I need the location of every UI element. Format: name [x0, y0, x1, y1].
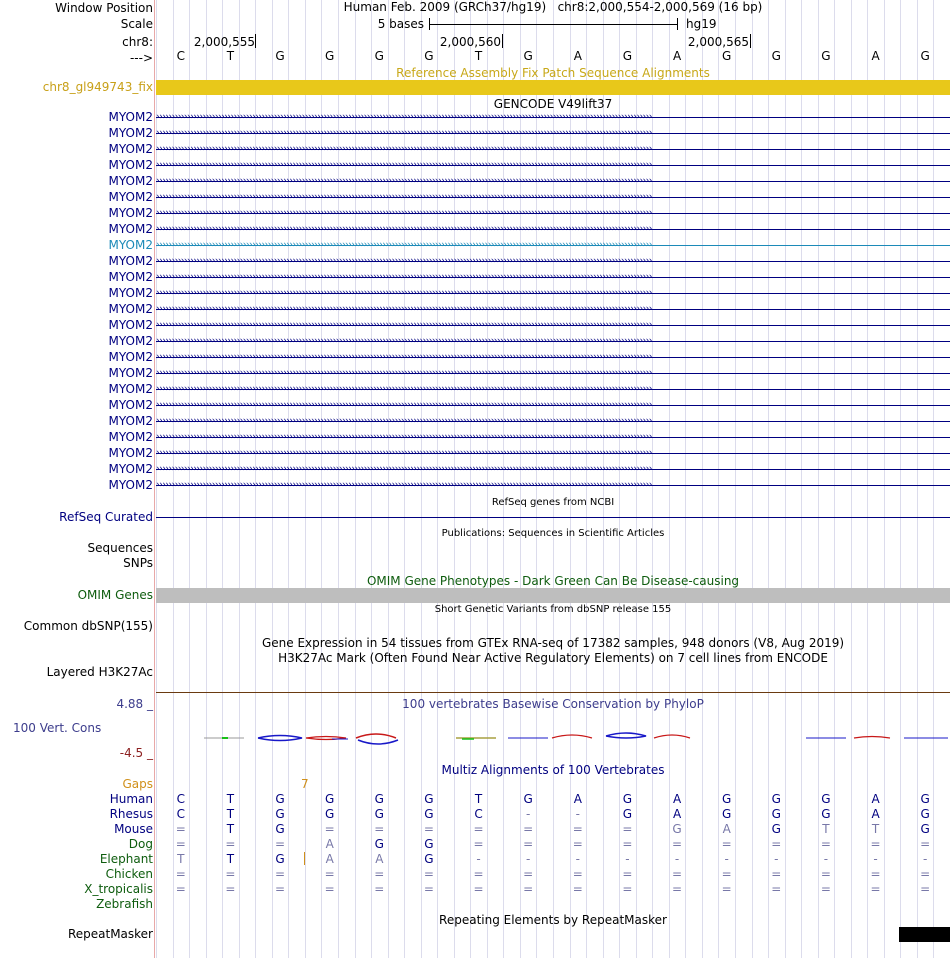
- aligned-base: =: [423, 822, 434, 836]
- aligned-base: T: [822, 822, 830, 836]
- scale-text: 5 bases: [377, 17, 424, 31]
- dbsnp-track-title[interactable]: Short Genetic Variants from dbSNP release 155: [434, 604, 672, 615]
- aligned-base: -: [674, 852, 680, 866]
- aligned-base: =: [175, 882, 186, 896]
- gencode-transcript-label[interactable]: MYOM2: [108, 382, 153, 396]
- reference-base[interactable]: A: [871, 49, 880, 63]
- repeatmasker-track-label[interactable]: RepeatMasker: [67, 927, 153, 941]
- gencode-transcript-label[interactable]: MYOM2: [108, 286, 153, 300]
- aligned-base: G: [424, 807, 434, 821]
- strand-arrows: ››››››››››››››››››››››››››››››››››››››››››››››››››››››››››››››››››››››››››››››››››››››››››››››››››››››››››››››››››››››››››››››››››››››››››››››››››››››››››››››››: [156, 289, 652, 298]
- aligned-base: =: [225, 882, 236, 896]
- aligned-base: =: [473, 822, 484, 836]
- aligned-base: G: [374, 807, 384, 821]
- aligned-base: =: [572, 837, 583, 851]
- aligned-base: T: [177, 852, 185, 866]
- insertion-marker[interactable]: [304, 852, 305, 865]
- refseq-track-label[interactable]: RefSeq Curated: [59, 510, 153, 524]
- aligned-base: T: [871, 822, 880, 836]
- aligned-base: =: [523, 882, 534, 896]
- aligned-base: =: [473, 867, 484, 881]
- aligned-base: =: [324, 882, 335, 896]
- species-label[interactable]: Zebrafish: [96, 897, 153, 911]
- grid-line: [785, 0, 786, 958]
- reference-base[interactable]: A: [573, 49, 582, 63]
- assembly-name: hg19: [686, 17, 717, 31]
- strand-arrows: ››››››››››››››››››››››››››››››››››››››››››››››››››››››››››››››››››››››››››››››››››››››››››››››››››››››››››››››››››››››››››››››››››››››››››››››››››››››››››››››››: [156, 337, 652, 346]
- grid-line: [536, 0, 537, 958]
- aligned-base: A: [871, 792, 880, 806]
- aligned-base: G: [821, 807, 831, 821]
- gencode-transcript-label[interactable]: MYOM2: [108, 302, 153, 316]
- aligned-base: =: [225, 837, 236, 851]
- aligned-base: -: [625, 852, 630, 866]
- aligned-base: =: [622, 867, 633, 881]
- gencode-transcript-label[interactable]: MYOM2: [108, 398, 153, 412]
- gencode-transcript-label[interactable]: MYOM2: [108, 206, 153, 220]
- aligned-base: =: [523, 837, 534, 851]
- refseq-track-title[interactable]: RefSeq genes from NCBI: [491, 497, 615, 508]
- aligned-base: =: [275, 882, 286, 896]
- strand-arrows: ››››››››››››››››››››››››››››››››››››››››››››››››››››››››››››››››››››››››››››››››››››››››››››››››››››››››››››››››››››››››››››››››››››››››››››››››››››››››››››››››: [156, 353, 652, 362]
- aligned-base: =: [275, 837, 286, 851]
- ruler-tick: [750, 34, 751, 48]
- grid-line: [404, 0, 405, 958]
- aligned-base: =: [572, 882, 583, 896]
- aligned-base: G: [424, 837, 434, 851]
- strand-arrows: ››››››››››››››››››››››››››››››››››››››››››››››››››››››››››››››››››››››››››››››››››››››››››››››››››››››››››››››››››››››››››››››››››››››››››››››››››››››››››››››››: [156, 145, 652, 154]
- aligned-base: =: [870, 867, 881, 881]
- grid-line: [884, 0, 885, 958]
- reference-base[interactable]: G: [920, 49, 930, 63]
- strand-arrows: ››››››››››››››››››››››››››››››››››››››››››››››››››››››››››››››››››››››››››››››››››››››››››››››››››››››››››››››››››››››››››››››››››››››››››››››››››››››››››››››››: [156, 129, 652, 138]
- grid-line: [239, 0, 240, 958]
- species-label[interactable]: Rhesus: [109, 807, 153, 821]
- phylop-mark: [854, 737, 890, 739]
- strand-arrows: ››››››››››››››››››››››››››››››››››››››››››››››››››››››››››››››››››››››››››››››››››››››››››››››››››››››››››››››››››››››››››››››››››››››››››››››››››››››››››››››››: [156, 113, 652, 122]
- ruler-tick-label: 2,000,565: [687, 35, 749, 49]
- aligned-base: T: [226, 822, 235, 836]
- aligned-base: =: [175, 822, 186, 836]
- multiz-track-title[interactable]: Multiz Alignments of 100 Vertebrates: [441, 763, 665, 777]
- aligned-base: =: [721, 867, 732, 881]
- aligned-base: A: [325, 837, 334, 851]
- aligned-base: -: [774, 852, 779, 866]
- aligned-base: =: [622, 837, 633, 851]
- strand-arrows: ››››››››››››››››››››››››››››››››››››››››››››››››››››››››››››››››››››››››››››››››››››››››››››››››››››››››››››››››››››››››››››››››››››››››››››››››››››››››››››››››: [156, 385, 652, 394]
- publications-track-title[interactable]: Publications: Sequences in Scientific Articles: [441, 528, 665, 539]
- aligned-base: =: [324, 822, 335, 836]
- aligned-base: =: [324, 867, 335, 881]
- strand-arrows: ››››››››››››››››››››››››››››››››››››››››››››››››››››››››››››››››››››››››››››››››››››››››››››››››››››››››››››››››››››››››››››››››››››››››››››››››››››››››››››››››: [156, 321, 652, 330]
- aligned-base: =: [771, 882, 782, 896]
- grid-line: [636, 0, 637, 958]
- strand-arrows: ››››››››››››››››››››››››››››››››››››››››››››››››››››››››››››››››››››››››››››››››››››››››››››››››››››››››››››››››››››››››››››››››››››››››››››››››››››››››››››››››: [156, 465, 652, 474]
- ruler-tick-label: 2,000,560: [439, 35, 501, 49]
- species-label[interactable]: Mouse: [114, 822, 153, 836]
- phylop-mark: [654, 735, 690, 738]
- aligned-base: -: [476, 852, 481, 866]
- aligned-base: =: [920, 867, 931, 881]
- aligned-base: G: [920, 807, 930, 821]
- phylop-max-label: 4.88 _: [116, 697, 153, 711]
- reference-base[interactable]: G: [771, 49, 781, 63]
- aligned-base: -: [873, 852, 878, 866]
- aligned-base: G: [821, 792, 831, 806]
- gencode-transcript-label[interactable]: MYOM2: [108, 110, 153, 124]
- aligned-base: G: [722, 807, 732, 821]
- window-position-label: Window Position: [55, 1, 153, 15]
- strand-arrows: ››››››››››››››››››››››››››››››››››››››››››››››››››››››››››››››››››››››››››››››››››››››››››››››››››››››››››››››››››››››››››››››››››››››››››››››››››››››››››››››››: [156, 401, 652, 410]
- gencode-track-title[interactable]: GENCODE V49lift37: [493, 97, 613, 111]
- strand-arrows: ››››››››››››››››››››››››››››››››››››››››››››››››››››››››››››››››››››››››››››››››››››››››››››››››››››››››››››››››››››››››››››››››››››››››››››››››››››››››››››››››: [156, 305, 652, 314]
- aligned-base: =: [672, 867, 683, 881]
- aligned-base: =: [374, 867, 385, 881]
- reference-base[interactable]: G: [325, 49, 335, 63]
- aligned-base: =: [572, 822, 583, 836]
- aligned-base: =: [721, 882, 732, 896]
- grid-line: [255, 0, 256, 958]
- aligned-base: =: [820, 882, 831, 896]
- ruler-tick: [502, 34, 503, 48]
- reference-base[interactable]: G: [374, 49, 384, 63]
- grid-line: [834, 0, 835, 958]
- species-label[interactable]: Chicken: [105, 867, 153, 881]
- species-label[interactable]: Dog: [128, 837, 153, 851]
- gencode-transcript-label[interactable]: MYOM2: [108, 158, 153, 172]
- gencode-transcript-label[interactable]: MYOM2: [108, 142, 153, 156]
- h3k27ac-baseline: [156, 692, 950, 693]
- strand-arrows: ››››››››››››››››››››››››››››››››››››››››››››››››››››››››››››››››››››››››››››››››››››››››››››››››››››››››››››››››››››››››››››››››››››››››››››››››››››››››››››››››: [156, 193, 652, 202]
- grid-line: [288, 0, 289, 958]
- strand-arrows: ››››››››››››››››››››››››››››››››››››››››››››››››››››››››››››››››››››››››››››››››››››››››››››››››››››››››››››››››››››››››››››››››››››››››››››››››››››››››››››››››: [156, 225, 652, 234]
- gencode-transcript-label[interactable]: MYOM2: [108, 478, 153, 492]
- gencode-transcript-label[interactable]: MYOM2: [108, 126, 153, 140]
- aligned-base: =: [523, 822, 534, 836]
- reference-base[interactable]: G: [523, 49, 533, 63]
- gencode-transcript-label[interactable]: MYOM2: [108, 446, 153, 460]
- aligned-base: =: [523, 867, 534, 881]
- aligned-base: G: [275, 792, 285, 806]
- phylop-graph[interactable]: [156, 726, 950, 748]
- grid-line: [735, 0, 736, 958]
- aligned-base: C: [176, 792, 185, 806]
- aligned-base: =: [225, 867, 236, 881]
- aligned-base: G: [722, 792, 732, 806]
- grid-line: [437, 0, 438, 958]
- aligned-base: =: [622, 882, 633, 896]
- aligned-base: G: [424, 852, 434, 866]
- aligned-base: A: [325, 852, 334, 866]
- phylop-mark: [258, 736, 302, 741]
- grid-line: [685, 0, 686, 958]
- grid-line: [900, 0, 901, 958]
- grid-line: [603, 0, 604, 958]
- aligned-base: =: [374, 822, 385, 836]
- grid-line: [851, 0, 852, 958]
- aligned-base: T: [226, 792, 235, 806]
- reference-base[interactable]: T: [226, 49, 235, 63]
- aligned-base: A: [375, 852, 384, 866]
- aligned-base: C: [176, 807, 185, 821]
- reference-base[interactable]: G: [722, 49, 732, 63]
- omim-track-title[interactable]: OMIM Gene Phenotypes - Dark Green Can Be Disease-causing: [366, 574, 740, 588]
- aligned-base: A: [722, 822, 731, 836]
- aligned-base: G: [622, 807, 633, 821]
- phylop-track-label[interactable]: 100 Vert. Cons: [13, 721, 102, 735]
- gap-count-marker[interactable]: 7: [301, 777, 309, 791]
- strand-arrows: ››››››››››››››››››››››››››››››››››››››››››››››››››››››››››››››››››››››››››››››››››››››››››››››››››››››››››››››››››››››››››››››››››››››››››››››››››››››››››››››››: [156, 241, 652, 250]
- aligned-base: =: [175, 867, 186, 881]
- aligned-base: =: [870, 837, 881, 851]
- aligned-base: -: [526, 807, 531, 821]
- strand-arrows: ››››››››››››››››››››››››››››››››››››››››››››››››››››››››››››››››››››››››››››››››››››››››››››››››››››››››››››››››››››››››››››››››››››››››››››››››››››››››››››››››: [156, 433, 652, 442]
- aligned-base: =: [473, 837, 484, 851]
- grid-line: [752, 0, 753, 958]
- aligned-base: C: [474, 807, 483, 821]
- grid-line: [355, 0, 356, 958]
- strand-arrows: ››››››››››››››››››››››››››››››››››››››››››››››››››››››››››››››››››››››››››››››››››››››››››››››››››››››››››››››››››››››››››››››››››››››››››››››››››››››››››››››››: [156, 177, 652, 186]
- aligned-base: -: [575, 807, 580, 821]
- repeat-element[interactable]: [899, 927, 950, 942]
- reference-base[interactable]: A: [672, 49, 682, 63]
- gencode-transcript-label[interactable]: MYOM2: [108, 430, 153, 444]
- aligned-base: G: [275, 852, 285, 866]
- aligned-base: A: [871, 807, 880, 821]
- repeatmasker-track-title[interactable]: Repeating Elements by RepeatMasker: [439, 913, 667, 927]
- phylop-track-title[interactable]: 100 vertebrates Basewise Conservation by PhyloP: [402, 697, 704, 711]
- fix-patch-alignment[interactable]: [156, 80, 950, 95]
- grid-line: [933, 0, 934, 958]
- grid-line: [454, 0, 455, 958]
- aligned-base: =: [920, 882, 931, 896]
- aligned-base: =: [572, 867, 583, 881]
- aligned-base: A: [573, 792, 582, 806]
- omim-track-label[interactable]: OMIM Genes: [77, 588, 153, 602]
- reference-base[interactable]: G: [275, 49, 285, 63]
- aligned-base: =: [721, 837, 732, 851]
- aligned-base: -: [823, 852, 829, 866]
- aligned-base: G: [622, 792, 633, 806]
- aligned-base: =: [423, 867, 434, 881]
- grid-line: [702, 0, 703, 958]
- aligned-base: =: [672, 837, 683, 851]
- aligned-base: T: [226, 852, 235, 866]
- aligned-base: =: [920, 837, 931, 851]
- reference-base[interactable]: G: [821, 49, 831, 63]
- aligned-base: -: [923, 852, 928, 866]
- aligned-base: -: [575, 852, 580, 866]
- dbsnp-track-label[interactable]: Common dbSNP(155): [23, 619, 153, 633]
- scale-label: Scale: [120, 17, 153, 31]
- strand-arrows: ››››››››››››››››››››››››››››››››››››››››››››››››››››››››››››››››››››››››››››››››››››››››››››››››››››››››››››››››››››››››››››››››››››››››››››››››››››››››››››››››: [156, 161, 652, 170]
- gaps-label[interactable]: Gaps: [122, 777, 153, 791]
- omim-gene-bar[interactable]: [156, 588, 950, 603]
- strand-arrows: ››››››››››››››››››››››››››››››››››››››››››››››››››››››››››››››››››››››››››››››››››››››››››››››››››››››››››››››››››››››››››››››››››››››››››››››››››››››››››››››››: [156, 481, 652, 490]
- gencode-transcript-label[interactable]: MYOM2: [108, 462, 153, 476]
- grid-line: [503, 0, 504, 958]
- aligned-base: =: [423, 882, 434, 896]
- phylop-mark: [356, 734, 396, 738]
- grid-line: [388, 0, 389, 958]
- grid-line: [189, 0, 190, 958]
- aligned-base: =: [672, 882, 683, 896]
- phylop-min-label: -4.5 _: [119, 746, 153, 760]
- scale-bar-right-tick: [677, 18, 678, 30]
- aligned-base: T: [474, 792, 483, 806]
- aligned-base: T: [226, 807, 235, 821]
- aligned-base: =: [820, 837, 831, 851]
- grid-line: [652, 0, 653, 958]
- gencode-transcript-label[interactable]: MYOM2: [108, 270, 153, 284]
- grid-line: [338, 0, 339, 958]
- aligned-base: =: [175, 837, 186, 851]
- aligned-base: -: [724, 852, 729, 866]
- label-separator: [154, 0, 155, 958]
- gencode-transcript-label[interactable]: MYOM2: [108, 222, 153, 236]
- strand-arrows: ››››››››››››››››››››››››››››››››››››››››››››››››››››››››››››››››››››››››››››››››››››››››››››››››››››››››››››››››››››››››››››››››››››››››››››››››››››››››››››››››: [156, 273, 652, 282]
- species-label[interactable]: X_tropicalis: [84, 882, 153, 896]
- aligned-base: =: [374, 882, 385, 896]
- aligned-base: G: [325, 792, 335, 806]
- aligned-base: G: [325, 807, 335, 821]
- window-position-title[interactable]: Human Feb. 2009 (GRCh37/hg19) chr8:2,000,554-2,000,569 (16 bp): [343, 0, 763, 14]
- publications-sequences-label[interactable]: Sequences: [87, 541, 153, 555]
- chrom-label: chr8:: [122, 35, 153, 49]
- aligned-base: -: [526, 852, 531, 866]
- fix-patch-track-label[interactable]: chr8_gl949743_fix: [42, 80, 153, 94]
- fix-patch-track-title[interactable]: Reference Assembly Fix Patch Sequence Alignments: [396, 66, 710, 80]
- aligned-base: G: [374, 792, 384, 806]
- aligned-base: G: [374, 837, 384, 851]
- strand-label: --->: [129, 51, 153, 65]
- strand-arrows: ››››››››››››››››››››››››››››››››››››››››››››››››››››››››››››››››››››››››››››››››››››››››››››››››››››››››››››››››››››››››››››››››››››››››››››››››››››››››››››››››: [156, 449, 652, 458]
- grid-line: [305, 0, 306, 958]
- aligned-base: G: [424, 792, 434, 806]
- gencode-transcript-label[interactable]: MYOM2: [108, 414, 153, 428]
- grid-line: [487, 0, 488, 958]
- ruler-tick: [255, 34, 256, 48]
- aligned-base: A: [672, 792, 682, 806]
- gtex-track-title[interactable]: Gene Expression in 54 tissues from GTEx RNA-seq of 17382 samples, 948 donors (V8, Aug 2019): [261, 636, 845, 650]
- species-label[interactable]: Human: [109, 792, 153, 806]
- grid-line: [156, 0, 157, 958]
- grid-line: [206, 0, 207, 958]
- h3k27ac-track-label[interactable]: Layered H3K27Ac: [46, 665, 153, 679]
- phylop-mark: [358, 740, 398, 744]
- reference-base[interactable]: C: [176, 49, 185, 63]
- gencode-transcript-label[interactable]: MYOM2: [108, 238, 153, 252]
- ruler-tick-label: 2,000,555: [193, 35, 255, 49]
- gencode-transcript-label[interactable]: MYOM2: [108, 318, 153, 332]
- aligned-base: =: [622, 822, 633, 836]
- publications-snps-label[interactable]: SNPs: [123, 556, 153, 570]
- aligned-base: A: [672, 807, 682, 821]
- strand-arrows: ››››››››››››››››››››››››››››››››››››››››››››››››››››››››››››››››››››››››››››››››››››››››››››››››››››››››››››››››››››››››››››››››››››››››››››››››››››››››››››››››: [156, 417, 652, 426]
- aligned-base: G: [275, 807, 285, 821]
- aligned-base: G: [771, 807, 781, 821]
- grid-line: [801, 0, 802, 958]
- gencode-transcript-label[interactable]: MYOM2: [108, 366, 153, 380]
- gencode-transcript-label[interactable]: MYOM2: [108, 350, 153, 364]
- reference-base[interactable]: G: [424, 49, 434, 63]
- aligned-base: G: [771, 822, 781, 836]
- aligned-base: =: [820, 867, 831, 881]
- grid-line: [553, 0, 554, 958]
- aligned-base: G: [672, 822, 682, 836]
- reference-base[interactable]: T: [474, 49, 483, 63]
- species-label[interactable]: Elephant: [99, 852, 153, 866]
- reference-base[interactable]: G: [622, 49, 633, 63]
- aligned-base: =: [275, 867, 286, 881]
- h3k27ac-track-title[interactable]: H3K27Ac Mark (Often Found Near Active Regulatory Elements) on 7 cell lines from ENCODE: [278, 651, 828, 665]
- strand-arrows: ››››››››››››››››››››››››››››››››››››››››››››››››››››››››››››››››››››››››››››››››››››››››››››››››››››››››››››››››››››››››››››››››››››››››››››››››››››››››››››››››: [156, 369, 652, 378]
- aligned-base: G: [275, 822, 285, 836]
- strand-arrows: ››››››››››››››››››››››››››››››››››››››››››››››››››››››››››››››››››››››››››››››››››››››››››››››››››››››››››››››››››››››››››››››››››››››››››››››››››››››››››››››››: [156, 257, 652, 266]
- gencode-transcript-label[interactable]: MYOM2: [108, 190, 153, 204]
- gencode-transcript-label[interactable]: MYOM2: [108, 334, 153, 348]
- reference-bases: [0, 49, 950, 65]
- phylop-mark: [606, 733, 646, 738]
- aligned-base: G: [920, 792, 930, 806]
- refseq-gene[interactable]: [156, 517, 950, 518]
- aligned-base: G: [523, 792, 533, 806]
- strand-arrows: ››››››››››››››››››››››››››››››››››››››››››››››››››››››››››››››››››››››››››››››››››››››››››››››››››››››››››››››››››››››››››››››››››››››››››››››››››››››››››››››››: [156, 209, 652, 218]
- aligned-base: =: [870, 882, 881, 896]
- scale-bar: [429, 24, 678, 25]
- aligned-base: =: [473, 882, 484, 896]
- grid-line: [586, 0, 587, 958]
- aligned-base: G: [771, 792, 781, 806]
- aligned-base: G: [920, 822, 930, 836]
- gencode-transcript-label[interactable]: MYOM2: [108, 174, 153, 188]
- aligned-base: =: [771, 837, 782, 851]
- gencode-transcript-label[interactable]: MYOM2: [108, 254, 153, 268]
- aligned-base: =: [771, 867, 782, 881]
- phylop-mark: [552, 735, 592, 738]
